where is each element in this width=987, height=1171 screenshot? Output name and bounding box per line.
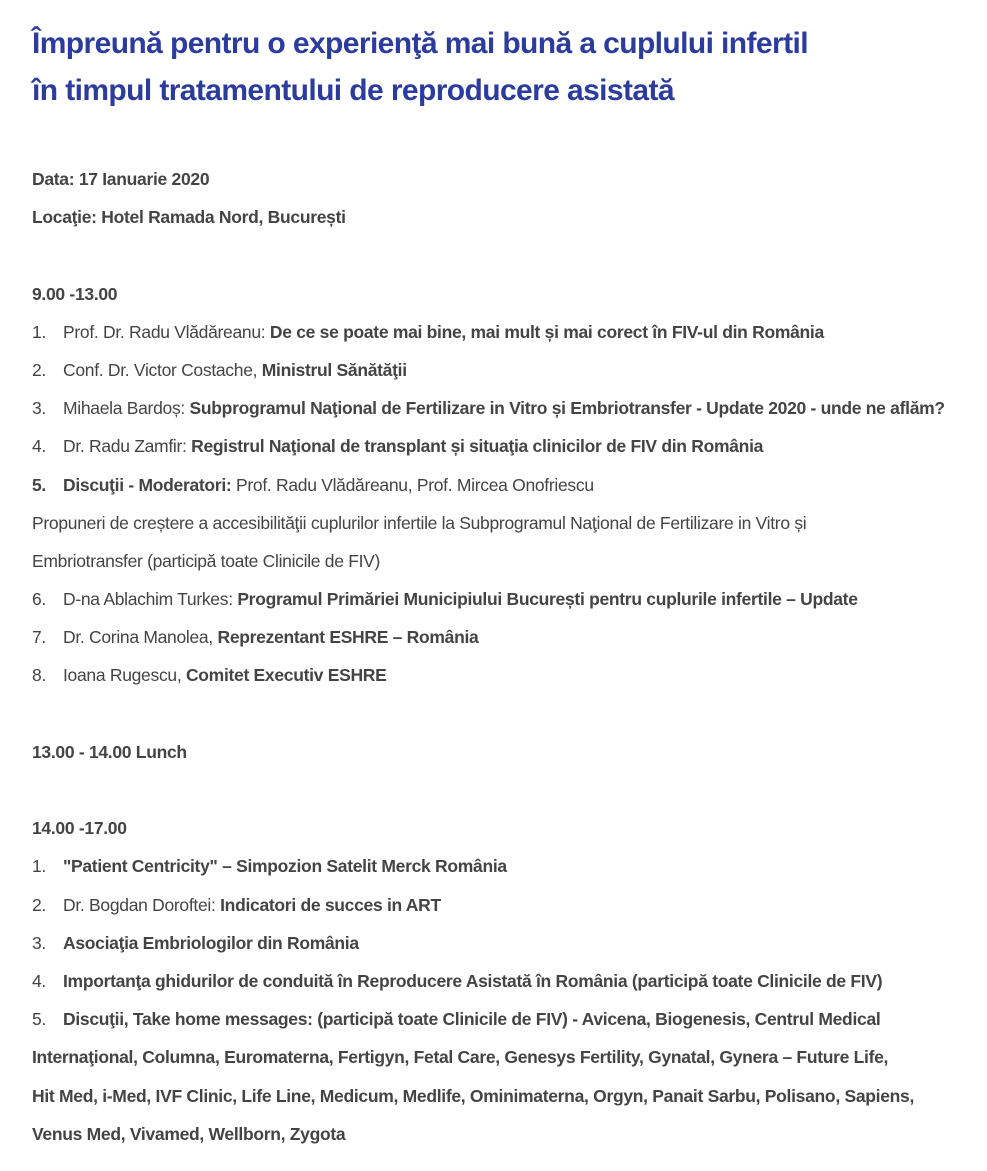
speaker: Ioana Rugescu [63,665,177,686]
clinics-line-2: Hit Med, i-Med, IVF Clinic, Life Line, Medicum, Medlife, Ominimaterna, Orgyn, Panait Sarbu, Polisano, Sapiens, [32,1085,915,1106]
title-line-2: în timpul tratamentului de reproducere asistată [32,74,674,107]
speaker: Dr. Corina Manolea [63,627,209,648]
spacer [32,695,982,733]
list-item: 2. Conf. Dr. Victor Costache, Ministrul Sănătăţii [32,359,407,380]
list-item: 5. Discuţii - Moderatori: Prof. Radu Vlădăreanu, Prof. Mircea Onofriescu [32,474,594,495]
spacer [32,236,982,274]
list-item: 5. Discuţii, Take home messages: (participă toate Clinicile de FIV) - Avicena, Biogenesis, Centrul Medical [32,1009,881,1030]
session-2-time: 14.00 -17.00 [32,818,127,839]
spacer [32,771,982,809]
lunch-break: 13.00 - 14.00 Lunch [32,741,187,762]
topic: Indicatori de succes in ART [220,894,441,915]
list-item: 4. Dr. Radu Zamfir: Registrul Naţional de transplant și situaţia clinicilor de FIV din România [32,436,764,457]
topic: Ministrul Sănătăţii [261,359,407,380]
program-body [32,160,982,1153]
topic: "Patient Centricity" – Simpozion Satelit Merck România [63,856,507,877]
topic: Importanţa ghidurilor de conduită în Reproducere Asistată în România (participă toate Clinicile de FIV) [63,970,883,991]
list-item: 8. Ioana Rugescu, Comitet Executiv ESHRE [32,665,387,686]
topic: Reprezentant ESHRE – România [217,627,479,648]
moderators: Prof. Radu Vlădăreanu, Prof. Mircea Onofriescu [231,474,594,495]
speaker: Prof. Dr. Radu Vlădăreanu [63,321,261,342]
title-line-1: Împreună pentru o experienţă mai bună a cuplului infertil [32,27,808,60]
topic: Programul Primăriei Municipiului București pentru cuplurile infertile – Update [237,589,858,610]
list-item: 4. Importanţa ghidurilor de conduită în Reproducere Asistată în România (participă toate Clinicile de FIV) [32,970,883,991]
speaker: Dr. Radu Zamfir [63,436,182,457]
list-item: 2. Dr. Bogdan Doroftei: Indicatori de succes in ART [32,894,441,915]
topic: Asociaţia Embriologilor din România [63,932,359,953]
event-date: Data: 17 Ianuarie 2020 [32,169,210,189]
clinics-line-3: Venus Med, Vivamed, Wellborn, Zygota [32,1123,346,1144]
session-1-time: 9.00 -13.00 [32,283,118,304]
proposal-line-2: Embriotransfer (participă toate Clinicile de FIV) [32,550,381,571]
list-item: 3. Mihaela Bardoș: Subprogramul Naţional de Fertilizare in Vitro și Embriotransfer - Update 2020 - unde ne aflăm? [32,398,945,419]
list-item: 6. D-na Ablachim Turkes: Programul Primăriei Municipiului București pentru cuplurile infertile – Update [32,589,858,610]
speaker: Conf. Dr. Victor Costache [63,359,253,380]
topic: Subprogramul Naţional de Fertilizare in Vitro și Embriotransfer - Update 2020 - unde ne aflăm? [189,398,945,419]
list-item: 3. Asociaţia Embriologilor din România [32,932,359,953]
list-item: 1. "Patient Centricity" – Simpozion Satelit Merck România [32,856,507,877]
event-location: Locaţie: Hotel Ramada Nord, București [32,207,346,228]
topic: De ce se poate mai bine, mai mult și mai corect în FIV-ul din România [269,321,824,342]
discussion-label: Discuţii - Moderatori: [63,474,232,495]
topic: Registrul Naţional de transplant și situaţia clinicilor de FIV din România [191,436,764,457]
proposal-line-1: Propuneri de creștere a accesibilităţii cuplurilor infertile la Subprogramul Naţional de Fertilizare in Vitro și [32,512,807,533]
clinics-line-1: Internaţional, Columna, Euromaterna, Fertigyn, Fetal Care, Genesys Fertility, Gynatal, Gynera – Future Life, [32,1047,889,1068]
topic: Comitet Executiv ESHRE [185,665,387,686]
speaker: Mihaela Bardoș [63,398,181,419]
speaker: D-na Ablachim Turkes [63,589,229,610]
list-item: 7. Dr. Corina Manolea, Reprezentant ESHRE – România [32,627,479,648]
speaker: Dr. Bogdan Doroftei [63,894,211,915]
page-title [32,20,972,114]
list-item: 1. Prof. Dr. Radu Vlădăreanu: De ce se poate mai bine, mai mult și mai corect în FIV-ul din România [32,321,824,342]
topic: Discuţii, Take home messages: (participă toate Clinicile de FIV) - Avicena, Biogenesis, Centrul Medical [63,1009,881,1030]
